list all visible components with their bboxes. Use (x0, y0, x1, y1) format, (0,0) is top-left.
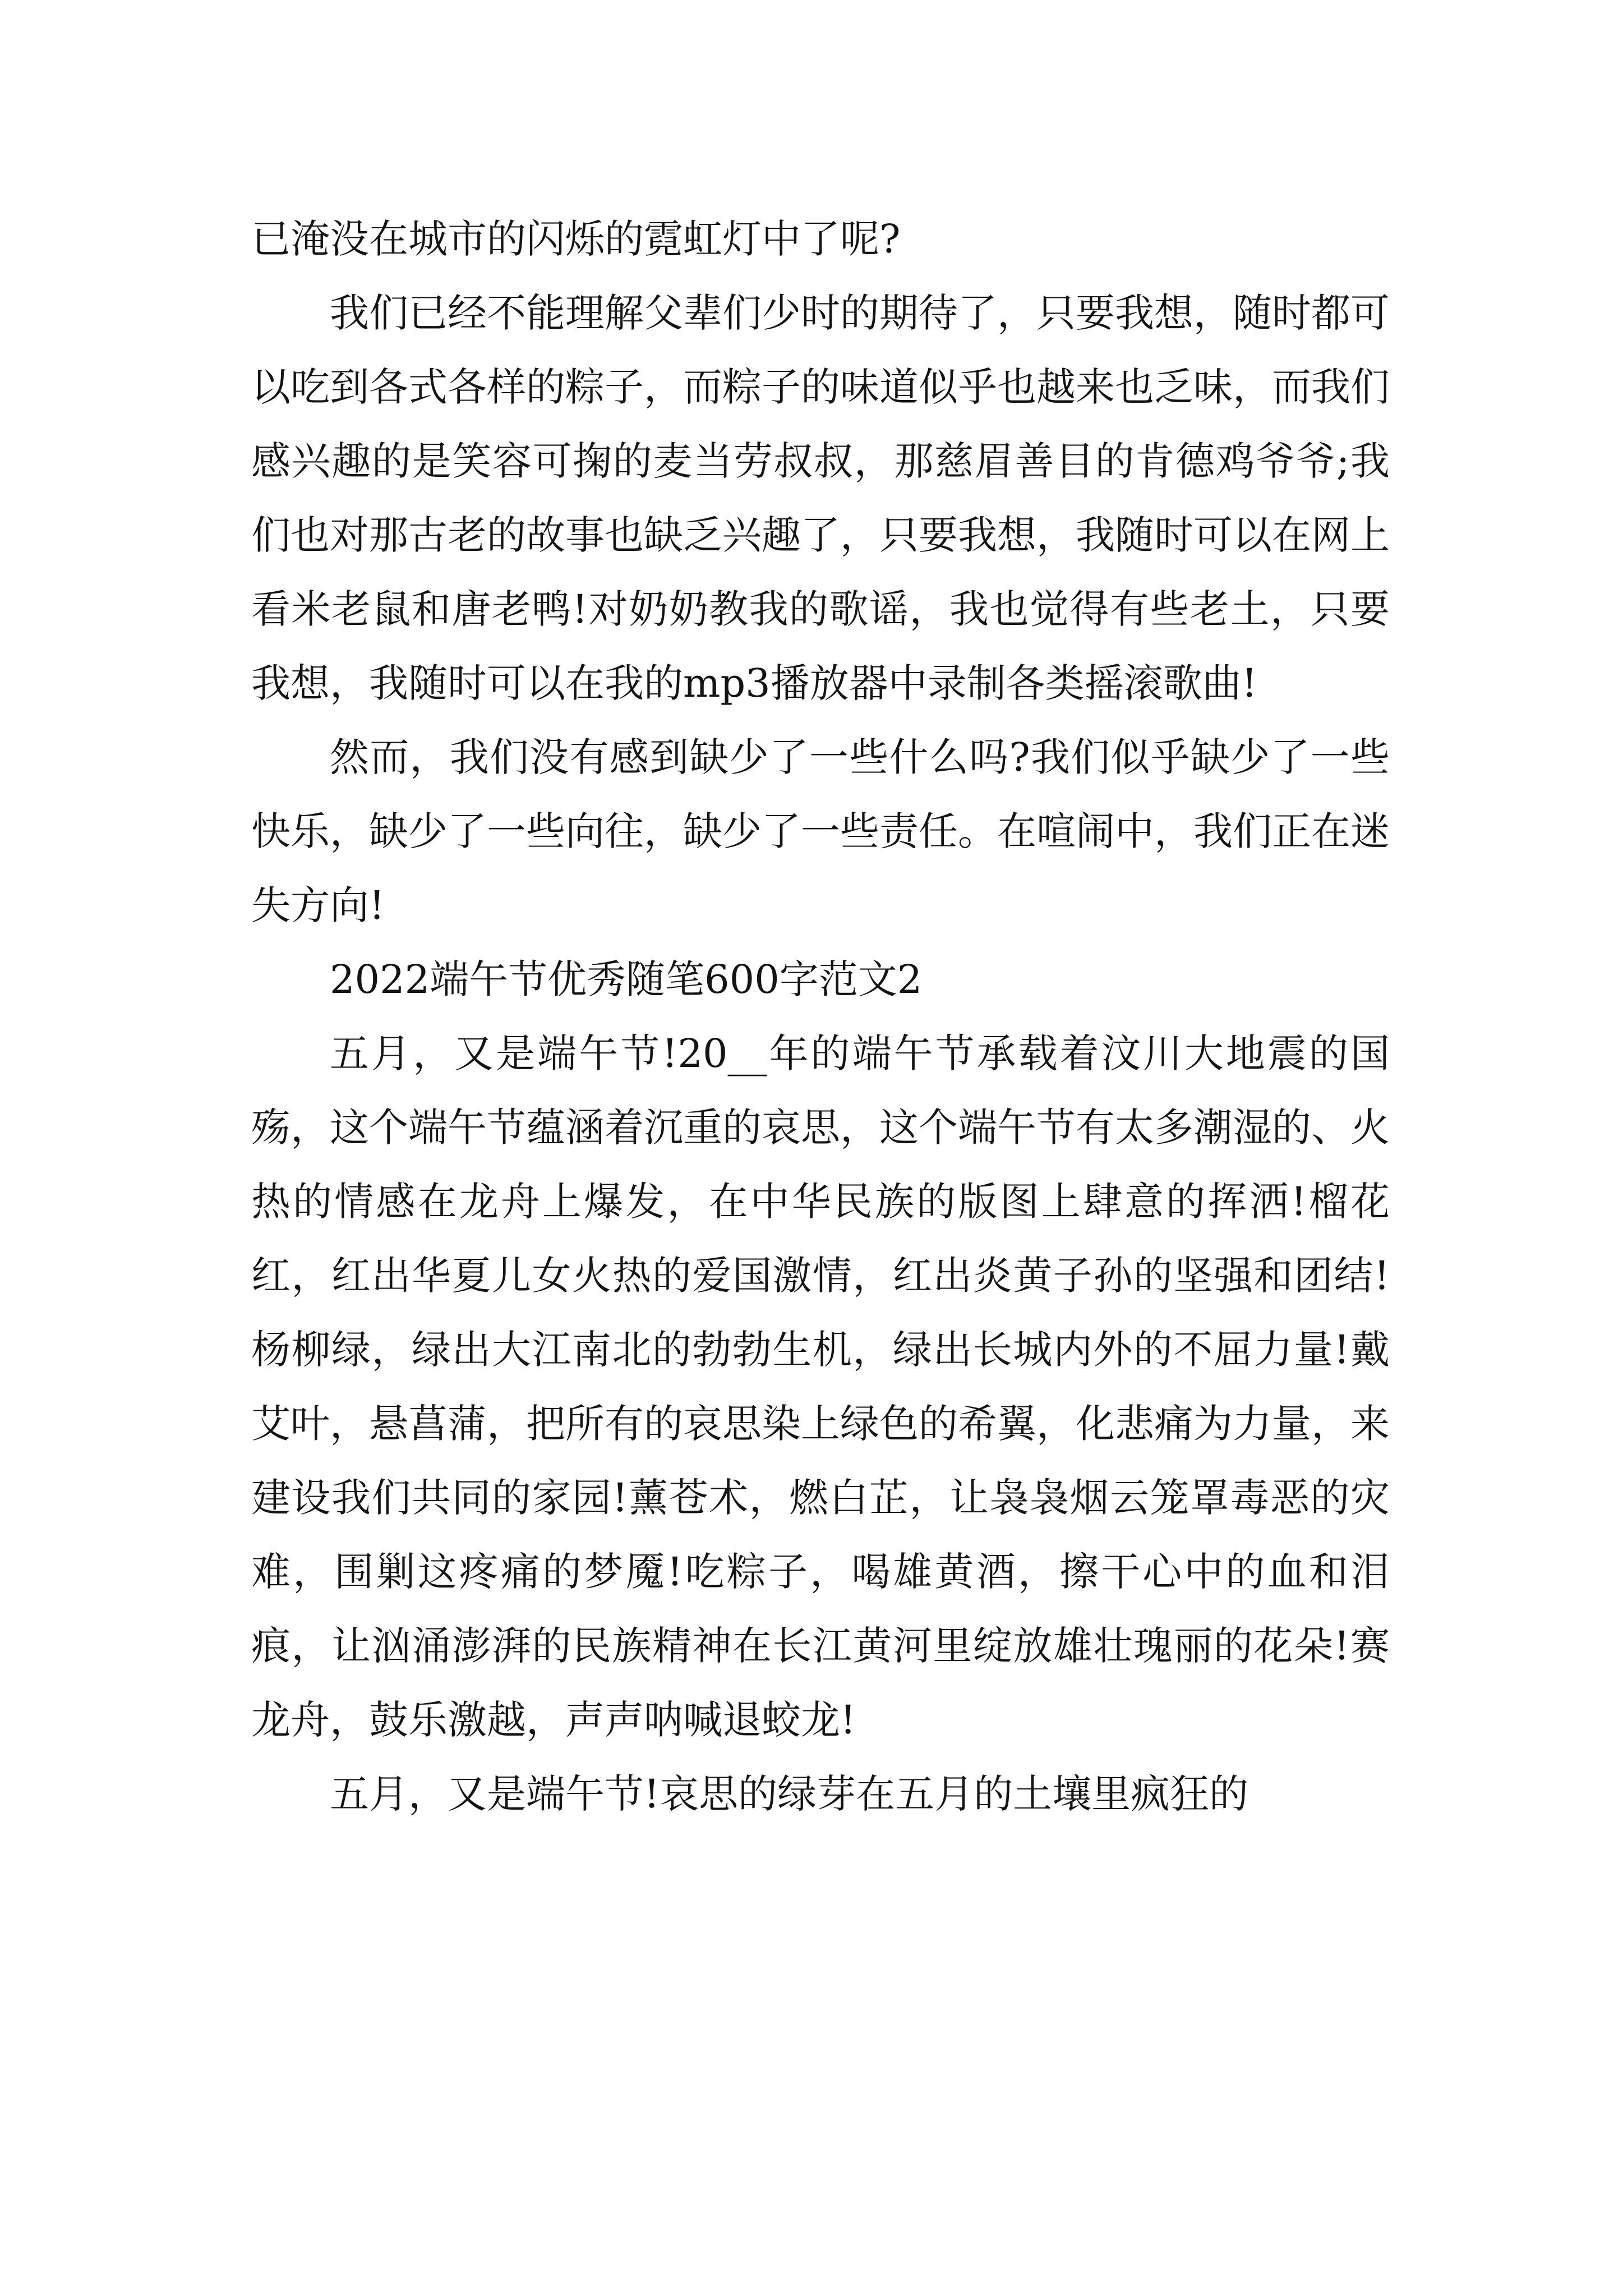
section-heading: 2022端午节优秀随笔600字范文2 (330, 956, 923, 1002)
paragraph: 五月，又是端午节!20__年的端午节承载着汶川大地震的国殇，这个端午节蕴涵着沉重的哀思，这个端午节有太多潮湿的、火热的情感在龙舟上爆发，在中华民族的版图上肆意的挥洒!榴花红，红出华夏儿女火热的爱国激情，红出炎黄子孙的坚强和团结!杨柳绿，绿出大江南北的勃勃生机，绿出长城内外的不屈力量!戴艾叶，悬菖蒲，把所有的哀思染上绿色的希翼，化悲痛为力量，来建设我们共同的家园!薰苍术，燃白芷，让袅袅烟云笼罩毒恶的灾难，围剿这疼痛的梦魇!吃粽子，喝雄黄酒，擦干心中的血和泪痕，让汹涌澎湃的民族精神在长江黄河里绽放雄壮瑰丽的花朵!赛龙舟，鼓乐激越，声声呐喊退蛟龙! (251, 1030, 1390, 1743)
document-body (251, 202, 1390, 1831)
paragraph: 然而，我们没有感到缺少了一些什么吗?我们似乎缺少了一些快乐，缺少了一些向往，缺少了一些责任。在喧闹中，我们正在迷失方向! (251, 734, 1390, 928)
paragraph: 五月，又是端午节!哀思的绿芽在五月的土壤里疯狂的 (330, 1771, 1249, 1817)
paragraph-continuation: 已淹没在城市的闪烁的霓虹灯中了呢? (251, 216, 901, 262)
paragraph: 我们已经不能理解父辈们少时的期待了，只要我想，随时都可以吃到各式各样的粽子，而粽子的味道似乎也越来也乏味，而我们感兴趣的是笑容可掬的麦当劳叔叔，那慈眉善目的肯德鸡爷爷;我们也对那古老的故事也缺乏兴趣了，只要我想，我随时可以在网上看米老鼠和唐老鸭!对奶奶教我的歌谣，我也觉得有些老土，只要我想，我随时可以在我的mp3播放器中录制各类摇滚歌曲! (251, 290, 1390, 706)
